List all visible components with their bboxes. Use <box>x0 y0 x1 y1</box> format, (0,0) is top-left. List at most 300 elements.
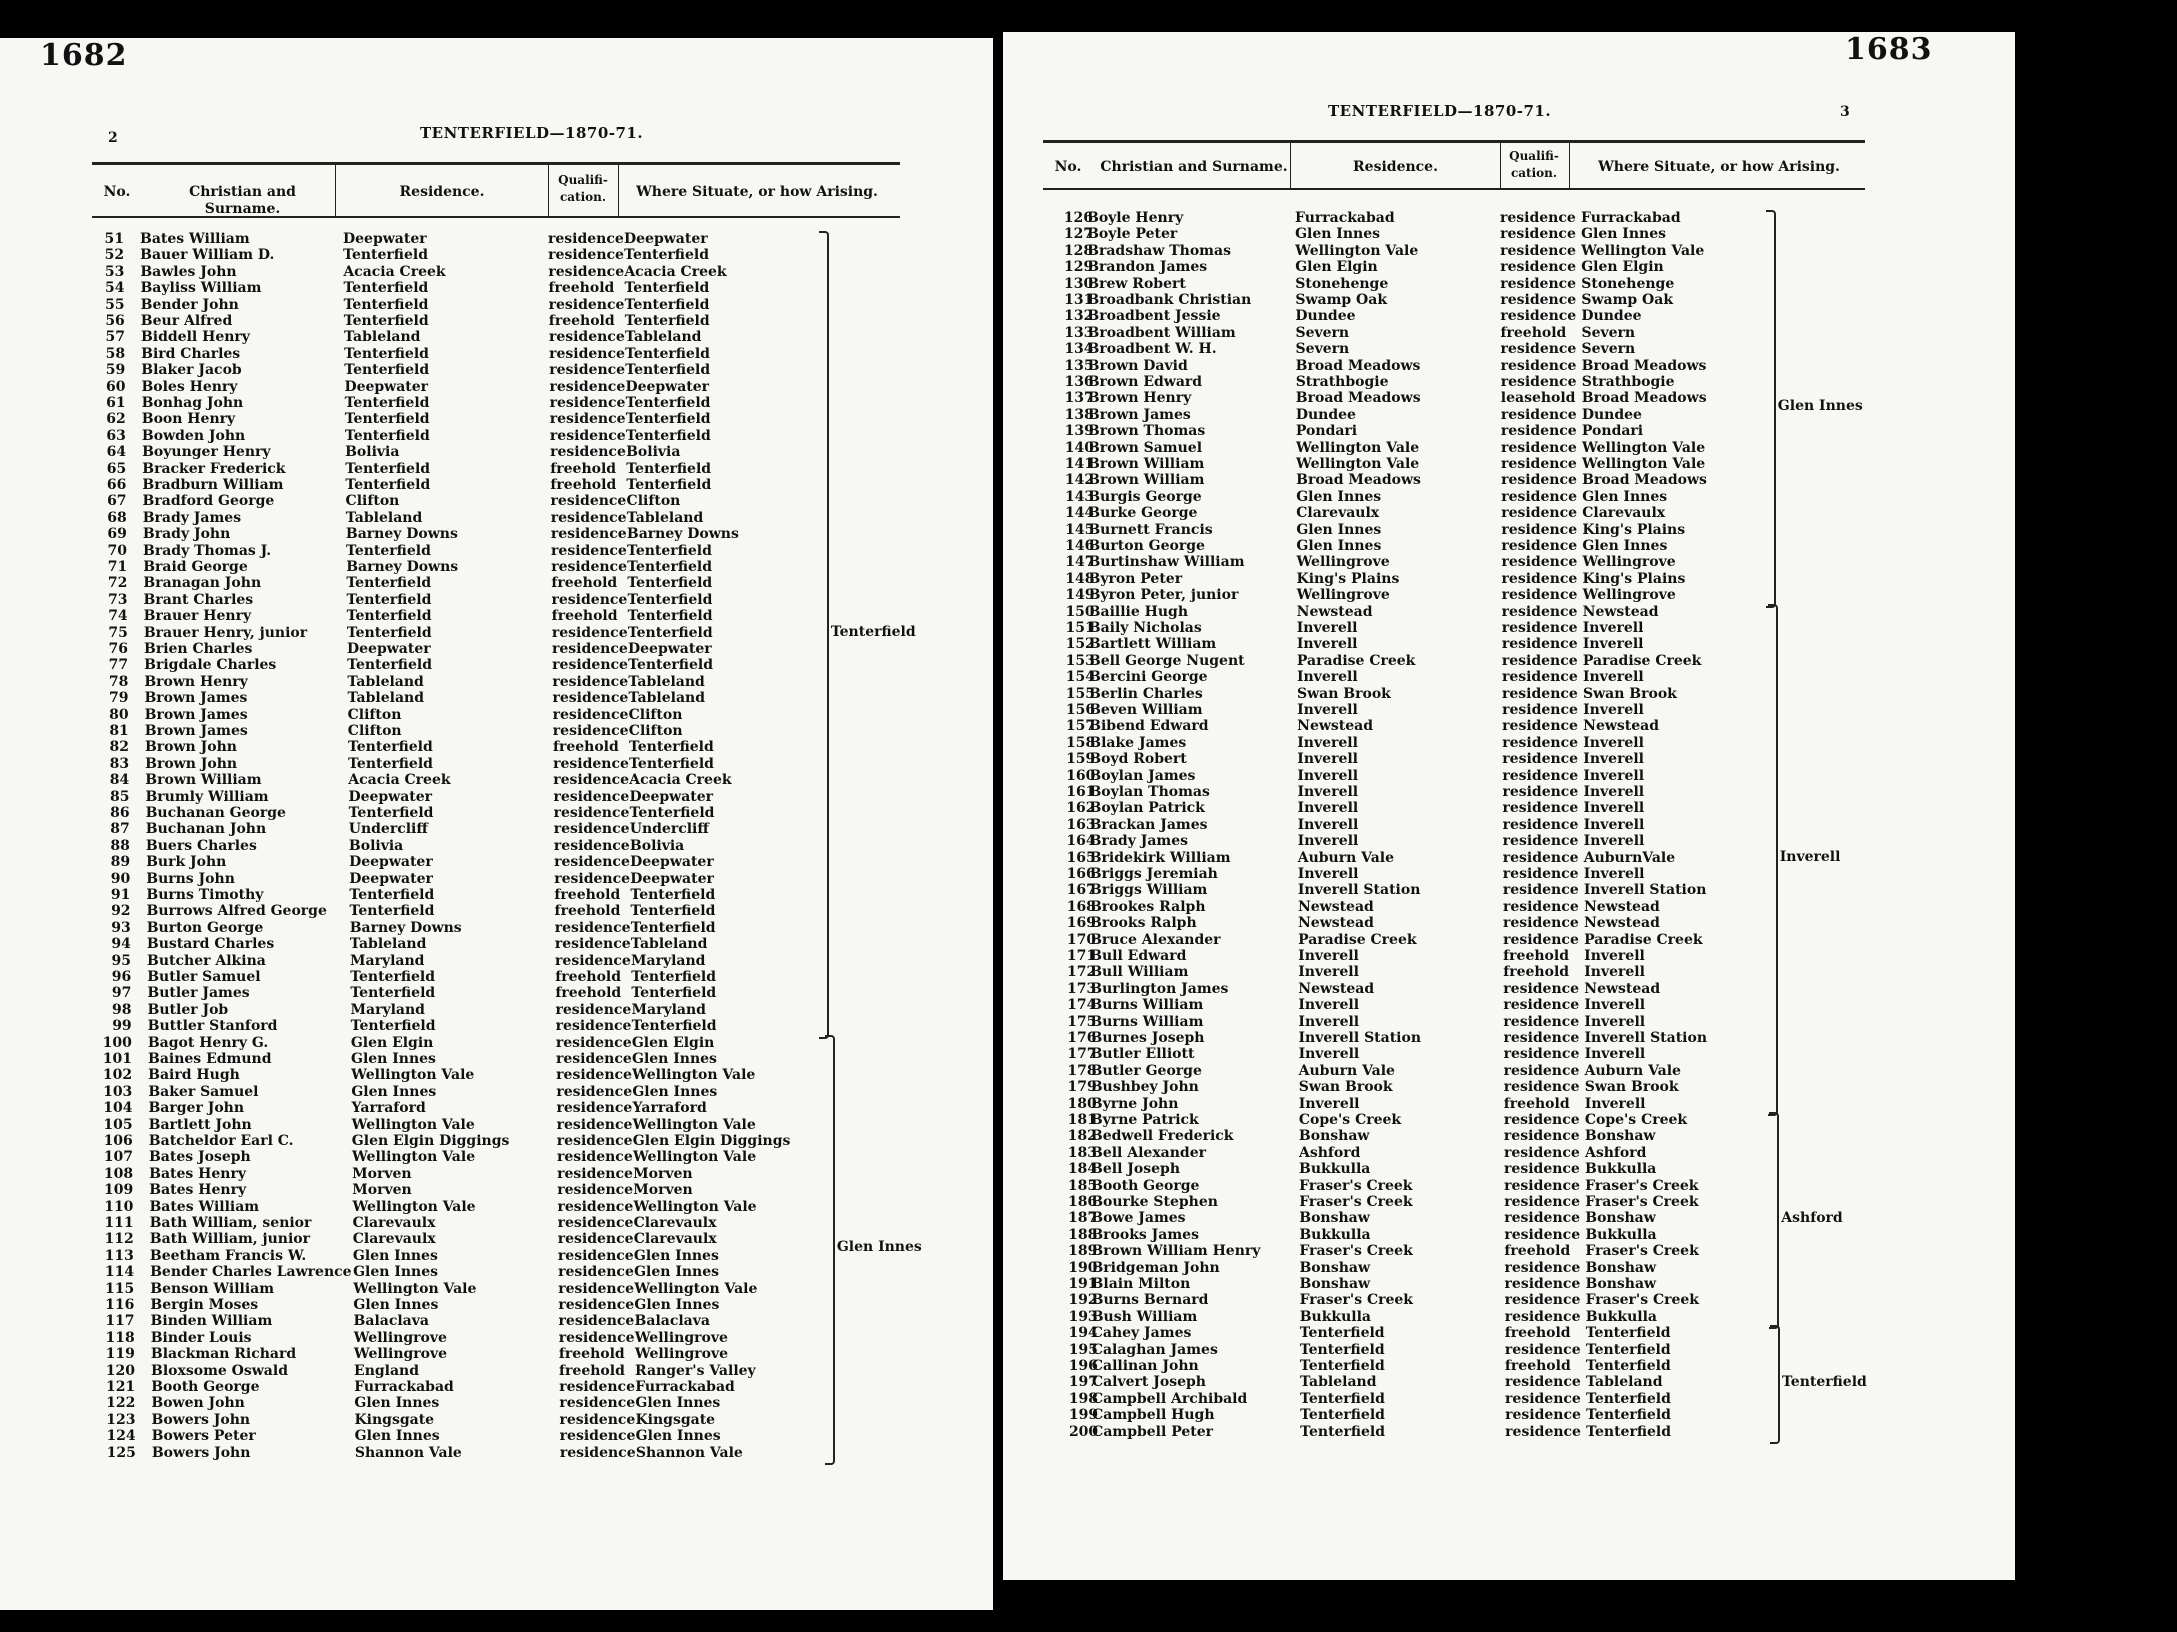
entry-residence: Glen Innes <box>354 1395 440 1412</box>
entry-where: Newstead <box>1582 603 1659 620</box>
entry-where: Tenterfield <box>626 477 712 493</box>
entry-where: Wellington Vale <box>632 1067 756 1084</box>
entry-qualification: residence <box>550 444 626 461</box>
entry-number: 152 <box>1065 636 1095 653</box>
entry-residence: Tenterfield <box>350 969 436 985</box>
entry-number: 72 <box>107 575 128 592</box>
entry-name: Boylan Thomas <box>1089 784 1210 800</box>
entry-name: Broadbent W. H. <box>1087 341 1217 358</box>
entry-residence: Stonehenge <box>1295 275 1389 292</box>
entry-number: 156 <box>1065 702 1096 718</box>
entry-where: Glen Innes <box>635 1428 721 1445</box>
entry-residence: Tenterfield <box>345 460 431 477</box>
entry-number: 82 <box>109 739 129 756</box>
entry-qualification: residence <box>1500 275 1577 292</box>
entry-number: 172 <box>1066 964 1097 981</box>
entry-name: Baker Samuel <box>148 1083 259 1100</box>
right-title: TENTERFIELD—1870-71. <box>1328 102 1552 120</box>
entry-qualification: residence <box>1505 1390 1581 1407</box>
entry-number: 126 <box>1063 210 1093 226</box>
entry-number: 71 <box>107 559 128 575</box>
left-page-number: 2 <box>108 130 118 146</box>
entry-number: 90 <box>110 870 131 887</box>
entry-number: 181 <box>1067 1112 1097 1128</box>
entry-where: Bolivia <box>629 837 685 854</box>
entry-where: Tableland <box>630 936 708 953</box>
entry-where: Wellington Vale <box>633 1198 757 1215</box>
right-header-divider <box>1500 142 1501 188</box>
entry-number: 88 <box>110 837 130 854</box>
entry-number: 92 <box>111 903 131 920</box>
entry-name: Callinan John <box>1091 1358 1199 1374</box>
entry-residence: Broad Meadows <box>1295 390 1421 407</box>
entry-residence: Severn <box>1295 324 1350 341</box>
entry-qualification: residence <box>1502 849 1579 866</box>
entry-name: Calvert Joseph <box>1091 1374 1206 1391</box>
entry-number: 158 <box>1066 734 1096 751</box>
entry-number: 108 <box>103 1165 134 1182</box>
entry-number: 115 <box>105 1280 135 1297</box>
left-corner-number: 1682 <box>40 38 128 73</box>
entry-where: Tenterfield <box>628 657 713 674</box>
entry-qualification: residence <box>1500 226 1576 243</box>
entry-qualification: residence <box>554 919 631 936</box>
entry-residence: Wellington Vale <box>1295 242 1419 259</box>
entry-number: 125 <box>106 1444 136 1461</box>
entry-qualification: residence <box>1502 882 1579 899</box>
entry-name: Brown William Henry <box>1091 1243 1261 1260</box>
entry-where: Inverell <box>1584 948 1645 964</box>
entry-qualification: residence <box>553 837 630 854</box>
entry-qualification: residence <box>549 411 626 428</box>
entry-where: Maryland <box>631 952 706 969</box>
entry-qualification: freehold <box>550 460 617 477</box>
entry-qualification: residence <box>1504 1210 1581 1227</box>
entry-residence: Morven <box>352 1182 412 1199</box>
entry-residence: Tenterfield <box>348 755 433 772</box>
entry-number: 63 <box>106 427 126 444</box>
entry-where: Bonshaw <box>1584 1128 1656 1145</box>
entry-residence: Tenterfield <box>344 395 430 411</box>
entry-qualification: residence <box>1501 636 1578 653</box>
entry-residence: Inverell <box>1297 800 1359 817</box>
entry-name: Boyle Henry <box>1087 210 1184 226</box>
entry-residence: Balaclava <box>353 1313 429 1330</box>
entry-number: 57 <box>105 329 125 346</box>
right-header-no: No. <box>1054 159 1082 175</box>
entry-where: Wellington Vale <box>634 1280 758 1297</box>
entry-where: Yarraford <box>632 1100 707 1117</box>
entry-residence: Fraser's Creek <box>1299 1194 1413 1210</box>
entry-name: Brady Thomas J. <box>143 542 272 559</box>
entry-name: Boles Henry <box>141 378 238 395</box>
entry-name: Bates William <box>149 1198 260 1215</box>
entry-residence: Broad Meadows <box>1296 472 1421 489</box>
entry-number: 52 <box>104 247 125 264</box>
entry-name: Blackman Richard <box>150 1346 297 1363</box>
entry-qualification: residence <box>556 1133 633 1149</box>
left-header-top-rule <box>92 162 900 165</box>
entry-residence: Tenterfield <box>348 805 434 821</box>
entry-residence: Glen Innes <box>1295 226 1380 243</box>
entry-where: Tenterfield <box>625 427 711 444</box>
entry-residence: Furrackabad <box>354 1379 454 1395</box>
entry-where: Bukkulla <box>1585 1226 1657 1243</box>
entry-number: 93 <box>111 919 131 936</box>
entry-qualification: residence <box>1502 734 1579 751</box>
entry-residence: Cope's Creek <box>1298 1112 1402 1128</box>
entry-number: 144 <box>1065 505 1095 522</box>
entry-qualification: freehold <box>1503 1095 1570 1112</box>
entry-name: Boon Henry <box>141 411 236 428</box>
entry-where: Broad Meadows <box>1581 390 1707 407</box>
entry-number: 51 <box>104 231 124 247</box>
entry-where: Paradise Creek <box>1584 931 1703 948</box>
entry-where: Tableland <box>626 509 704 526</box>
entry-qualification: residence <box>557 1198 634 1215</box>
entry-residence: Swamp Oak <box>1295 292 1388 308</box>
entry-number: 179 <box>1067 1079 1097 1096</box>
entry-qualification: residence <box>1500 242 1576 259</box>
entry-qualification: freehold <box>551 608 618 625</box>
entry-where: Deepwater <box>630 870 714 887</box>
entry-where: Swamp Oak <box>1581 292 1674 308</box>
entry-qualification: residence <box>1501 505 1578 522</box>
entry-residence: Clarevaulx <box>352 1231 436 1248</box>
entry-where: Inverell <box>1583 800 1645 817</box>
entry-qualification: residence <box>556 1149 633 1166</box>
entry-qualification: residence <box>548 263 625 280</box>
entry-number: 157 <box>1065 718 1096 735</box>
entry-where: Tableland <box>624 329 702 346</box>
entry-name: Bradburn William <box>142 477 284 493</box>
entry-name: Briggs William <box>1089 882 1208 899</box>
entry-where: Tableland <box>628 690 705 707</box>
entry-qualification: freehold <box>550 477 617 493</box>
entry-where: Tenterfield <box>628 739 714 756</box>
entry-residence: Strathbogie <box>1295 374 1389 390</box>
entry-name: Brookes Ralph <box>1089 898 1206 915</box>
entry-qualification: residence <box>555 1001 632 1018</box>
entry-qualification: freehold <box>554 903 621 920</box>
entry-number: 170 <box>1066 931 1097 948</box>
entry-where: Inverell <box>1583 734 1644 751</box>
entry-residence: Clifton <box>345 493 400 510</box>
entry-residence: Wellingrove <box>1296 587 1390 604</box>
entry-residence: Tenterfield <box>344 427 430 444</box>
entry-name: Baily Nicholas <box>1088 620 1202 636</box>
entry-residence: Paradise Creek <box>1296 652 1416 669</box>
entry-residence: Tenterfield <box>346 608 432 625</box>
entry-name: Bates Henry <box>149 1165 246 1182</box>
entry-number: 68 <box>107 509 127 526</box>
entry-qualification: residence <box>557 1247 634 1264</box>
entry-where: Tenterfield <box>624 247 709 264</box>
entry-residence: Wellington Vale <box>1296 456 1420 472</box>
entry-where: King's Plains <box>1582 570 1686 587</box>
entry-qualification: freehold <box>554 887 621 903</box>
entry-qualification: freehold <box>548 280 615 297</box>
entry-number: 199 <box>1068 1407 1099 1424</box>
group-label: Glen Innes <box>1777 397 1863 414</box>
entry-name: Brown James <box>144 690 248 707</box>
entry-residence: Swan Brook <box>1298 1079 1393 1096</box>
entry-number: 182 <box>1067 1128 1097 1145</box>
entry-number: 145 <box>1065 521 1095 538</box>
entry-name: Brooks James <box>1091 1226 1199 1243</box>
entry-number: 149 <box>1065 587 1095 604</box>
entry-where: Tenterfield <box>1586 1423 1672 1440</box>
entry-qualification: residence <box>1500 292 1577 308</box>
entry-name: Bartlett John <box>148 1116 252 1133</box>
entry-name: Burton George <box>1088 538 1205 554</box>
entry-residence: Inverell Station <box>1298 1030 1422 1046</box>
entry-where: Inverell <box>1583 784 1645 800</box>
entry-name: Broadbent Jessie <box>1087 308 1221 325</box>
entry-number: 96 <box>111 969 132 985</box>
entry-where: Glen Elgin <box>1581 259 1664 276</box>
entry-number: 100 <box>102 1034 132 1051</box>
entry-name: Bonhag John <box>141 395 244 411</box>
entry-qualification: residence <box>549 395 626 411</box>
entry-number: 178 <box>1067 1062 1097 1079</box>
entry-name: Bracker Frederick <box>142 460 286 477</box>
entry-where: Tenterfield <box>627 608 713 625</box>
entry-residence: Clarevaulx <box>1296 505 1380 522</box>
entry-residence: Wellingrove <box>1296 554 1390 571</box>
entry-residence: Inverell <box>1296 669 1358 686</box>
entry-where: Tenterfield <box>625 345 710 362</box>
entry-qualification: residence <box>553 788 630 805</box>
entry-residence: Inverell <box>1297 734 1358 751</box>
entry-number: 148 <box>1065 570 1095 587</box>
entry-number: 176 <box>1067 1030 1097 1046</box>
entry-number: 164 <box>1066 833 1096 850</box>
entry-residence: Tenterfield <box>345 477 431 493</box>
entry-number: 137 <box>1064 390 1094 407</box>
entry-qualification: residence <box>1504 1308 1581 1325</box>
entry-residence: Bukkulla <box>1299 1161 1371 1178</box>
entry-qualification: residence <box>553 805 630 821</box>
entry-qualification: residence <box>559 1395 636 1412</box>
entry-qualification: residence <box>548 231 624 247</box>
entry-residence: Bolivia <box>345 444 400 461</box>
entry-where: Glen Innes <box>632 1083 718 1100</box>
entry-residence: Newstead <box>1298 915 1374 932</box>
entry-name: Brumly William <box>145 788 269 805</box>
entry-number: 188 <box>1068 1226 1098 1243</box>
left-header-where: Where Situate, or how Arising. <box>636 184 878 200</box>
entry-number: 147 <box>1065 554 1095 571</box>
entry-where: Stonehenge <box>1581 275 1675 292</box>
entry-residence: Dundee <box>1295 406 1356 423</box>
entry-residence: Inverell <box>1297 751 1358 768</box>
entry-name: Brant Charles <box>143 591 254 608</box>
entry-number: 60 <box>105 378 126 395</box>
entry-residence: Glen Elgin <box>1295 259 1378 276</box>
entry-residence: Broad Meadows <box>1295 357 1421 374</box>
entry-number: 102 <box>102 1067 133 1084</box>
entry-where: Inverell <box>1584 1095 1646 1112</box>
entry-number: 104 <box>103 1100 133 1117</box>
entry-residence: Tenterfield <box>349 887 435 903</box>
entry-where: Glen Innes <box>1582 538 1668 554</box>
entry-qualification: freehold <box>1504 1358 1571 1374</box>
entry-name: Butcher Alkina <box>147 952 266 969</box>
entry-name: Butler George <box>1090 1062 1202 1079</box>
entry-where: Glen Elgin Diggings <box>632 1133 791 1149</box>
entry-where: Morven <box>633 1182 693 1199</box>
entry-name: Bartlett William <box>1088 636 1217 653</box>
entry-name: Byrne John <box>1090 1095 1179 1112</box>
entry-number: 162 <box>1066 800 1096 817</box>
entry-number: 121 <box>105 1379 136 1395</box>
entry-qualification: residence <box>1502 833 1579 850</box>
entry-where: Tenterfield <box>631 969 717 985</box>
entry-name: Bird Charles <box>141 345 241 362</box>
entry-name: Baines Edmund <box>148 1051 272 1067</box>
entry-name: Baillie Hugh <box>1088 603 1189 620</box>
entry-residence: Acacia Creek <box>343 263 446 280</box>
entry-where: Inverell <box>1583 751 1644 768</box>
entry-qualification: residence <box>557 1182 634 1199</box>
entry-residence: Newstead <box>1298 980 1375 997</box>
entry-number: 62 <box>106 411 126 428</box>
entry-where: Glen Innes <box>1581 226 1666 243</box>
entry-name: Bull Edward <box>1090 948 1187 964</box>
entry-residence: Wellington Vale <box>351 1149 476 1166</box>
entry-name: Burnett Francis <box>1088 521 1213 538</box>
entry-residence: Clarevaulx <box>352 1215 436 1231</box>
entry-where: Inverell <box>1583 767 1645 784</box>
entry-qualification: residence <box>1500 439 1577 456</box>
entry-where: Wellington Vale <box>1582 456 1706 472</box>
entry-residence: Shannon Vale <box>354 1444 462 1461</box>
entry-number: 171 <box>1066 948 1097 964</box>
entry-where: Wellingrove <box>634 1346 729 1363</box>
entry-where: Inverell <box>1583 866 1645 882</box>
entry-name: Braid George <box>143 559 248 575</box>
entry-name: Binder Louis <box>150 1329 252 1346</box>
entry-number: 114 <box>104 1264 135 1281</box>
entry-residence: Glen Innes <box>351 1051 436 1067</box>
entry-number: 103 <box>103 1083 133 1100</box>
entry-name: Broadbank Christian <box>1087 292 1252 308</box>
entry-residence: Tableland <box>1299 1374 1377 1391</box>
entry-residence: England <box>354 1362 420 1379</box>
entry-qualification: residence <box>1501 538 1578 554</box>
entry-residence: Inverell <box>1298 948 1359 964</box>
entry-qualification: residence <box>1502 751 1579 768</box>
entry-where: Tenterfield <box>625 411 711 428</box>
right-header-divider <box>1569 142 1570 188</box>
entry-where: Paradise Creek <box>1582 652 1702 669</box>
entry-where: Fraser's Creek <box>1585 1194 1699 1210</box>
entry-number: 56 <box>105 313 125 329</box>
entry-name: Bowen John <box>151 1395 245 1412</box>
entry-residence: Fraser's Creek <box>1299 1177 1413 1194</box>
entry-qualification: residence <box>559 1379 635 1395</box>
entry-name: Burtinshaw William <box>1088 554 1245 571</box>
entry-number: 79 <box>108 690 129 707</box>
entry-qualification: residence <box>1505 1407 1581 1424</box>
entry-name: Bradshaw Thomas <box>1087 242 1231 259</box>
entry-number: 141 <box>1064 456 1095 472</box>
entry-qualification: residence <box>555 952 631 969</box>
right-header-residence: Residence. <box>1353 159 1438 175</box>
entry-residence: Inverell <box>1296 636 1358 653</box>
entry-qualification: residence <box>1500 308 1577 325</box>
entry-residence: Tenterfield <box>347 657 432 674</box>
entry-name: Blake James <box>1089 734 1187 751</box>
entry-residence: Pondari <box>1295 423 1358 440</box>
group-bracket <box>1770 1325 1780 1444</box>
entry-number: 85 <box>109 788 130 805</box>
entry-residence: Inverell <box>1297 866 1359 882</box>
entry-where: Deepwater <box>628 641 712 657</box>
entry-residence: Inverell <box>1298 997 1360 1014</box>
entry-name: Biddell Henry <box>140 329 250 346</box>
entry-name: Bloxsome Oswald <box>151 1362 288 1379</box>
group-label: Tenterfield <box>830 623 916 640</box>
entry-qualification: residence <box>548 296 625 313</box>
entry-name: Brown John <box>144 739 237 756</box>
entry-where: Tenterfield <box>627 575 713 592</box>
entry-qualification: residence <box>552 706 629 723</box>
entry-number: 177 <box>1067 1046 1097 1063</box>
entry-number: 180 <box>1067 1095 1097 1112</box>
entry-qualification: freehold <box>1503 964 1570 981</box>
group-label: Glen Innes <box>836 1238 922 1255</box>
entry-name: Broadbent William <box>1087 324 1236 341</box>
right-page <box>1003 32 2015 1580</box>
right-page-number: 3 <box>1840 104 1850 120</box>
entry-residence: Bolivia <box>348 837 404 854</box>
entry-where: Tenterfield <box>627 542 712 559</box>
entry-name: Bath William, senior <box>149 1215 312 1231</box>
entry-number: 77 <box>108 657 129 674</box>
entry-residence: Furrackabad <box>1295 210 1395 226</box>
entry-number: 61 <box>106 395 126 411</box>
entry-residence: Inverell <box>1298 964 1359 981</box>
entry-where: Inverell <box>1582 669 1644 686</box>
entry-name: Beven William <box>1089 702 1203 718</box>
entry-residence: Tenterfield <box>344 362 430 379</box>
entry-qualification: residence <box>557 1165 633 1182</box>
entry-number: 80 <box>109 706 129 723</box>
entry-name: Boyunger Henry <box>142 444 271 461</box>
entry-where: Inverell <box>1584 1013 1646 1030</box>
entry-qualification: residence <box>1501 456 1577 472</box>
entry-qualification: residence <box>1501 488 1577 505</box>
entry-qualification: freehold <box>1504 1243 1571 1260</box>
entry-where: Tenterfield <box>629 805 715 821</box>
entry-number: 124 <box>106 1428 136 1445</box>
entry-residence: Newstead <box>1297 898 1374 915</box>
entry-name: Brown James <box>144 706 248 723</box>
entry-qualification: residence <box>549 378 626 395</box>
entry-residence: Bonshaw <box>1299 1259 1371 1276</box>
entry-number: 193 <box>1068 1308 1098 1325</box>
entry-number: 146 <box>1065 538 1095 554</box>
entry-name: Bridekirk William <box>1089 849 1231 866</box>
group-label: Tenterfield <box>1781 1373 1867 1390</box>
entry-residence: Tenterfield <box>1299 1358 1385 1374</box>
entry-residence: Bonshaw <box>1298 1128 1370 1145</box>
entry-residence: Glen Innes <box>353 1297 439 1313</box>
entry-where: Wellingrove <box>1582 587 1676 604</box>
entry-where: Inverell Station <box>1584 1030 1708 1046</box>
